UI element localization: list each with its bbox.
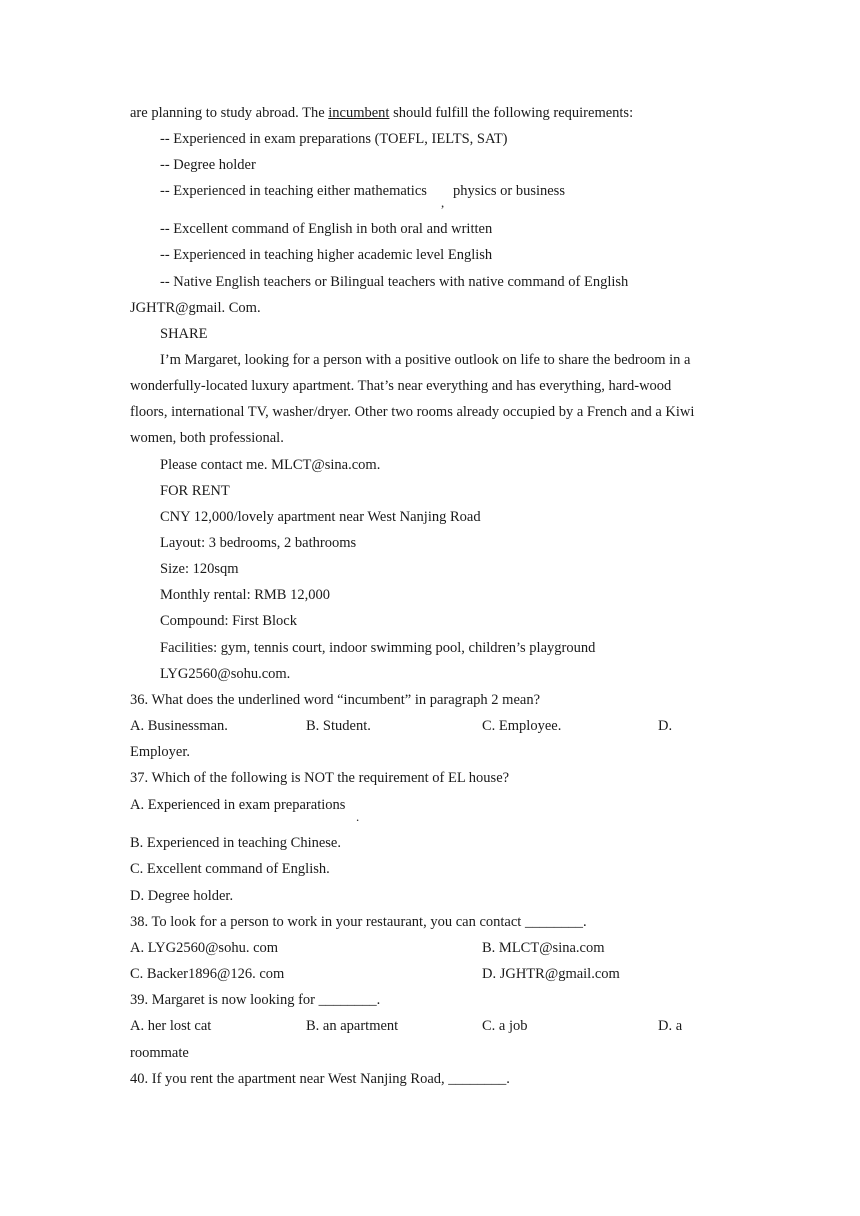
option-a-period: . [356, 809, 360, 824]
requirement-item: -- Experienced in teaching either mathematics [160, 183, 427, 199]
rent-line: Monthly rental: RMB 12,000 [160, 587, 330, 603]
rent-line: Layout: 3 bedrooms, 2 bathrooms [160, 535, 357, 551]
share-heading: SHARE [160, 326, 208, 342]
contact-email: JGHTR@gmail. Com. [130, 300, 261, 316]
option-d: D. Degree holder. [130, 888, 234, 904]
option-b: B. Student. [306, 718, 371, 734]
requirement-item: -- Experienced in teaching higher academic level English [160, 247, 493, 263]
question-stem: 36. What does the underlined word “incumbent” in paragraph 2 mean? [130, 692, 541, 708]
option-a: A. her lost cat [130, 1018, 212, 1034]
share-line: wonderfully-located luxury apartment. That’s near everything and has everything, hard-wood [130, 378, 672, 394]
share-line: women, both professional. [130, 430, 284, 446]
stray-comma: , [441, 195, 445, 210]
requirement-item: -- Experienced in exam preparations (TOEFL, IELTS, SAT) [160, 131, 508, 147]
rent-line: CNY 12,000/lovely apartment near West Nanjing Road [160, 509, 481, 525]
question-stem: 38. To look for a person to work in your restaurant, you can contact ________. [130, 914, 587, 930]
question-stem: 40. If you rent the apartment near West Nanjing Road, ________. [130, 1071, 510, 1087]
rent-heading: FOR RENT [160, 483, 230, 499]
option-d-cont: roommate [130, 1045, 189, 1061]
question-stem: 39. Margaret is now looking for ________. [130, 992, 381, 1008]
requirement-item: -- Degree holder [160, 157, 256, 173]
option-c: C. Excellent command of English. [130, 861, 330, 877]
option-d: D. a [658, 1018, 683, 1034]
intro-before: are planning to study abroad. The [130, 105, 329, 121]
option-c: C. a job [482, 1018, 528, 1034]
option-b: B. an apartment [306, 1018, 399, 1034]
option-d-cont: Employer. [130, 744, 191, 760]
option-a: A. Businessman. [130, 718, 228, 734]
requirement-item: -- Excellent command of English in both oral and written [160, 221, 493, 237]
share-line: floors, international TV, washer/dryer. Other two rooms already occupied by a French and a Kiwi [130, 404, 695, 420]
option-c: C. Employee. [482, 718, 562, 734]
intro-line [130, 104, 633, 122]
question-stem: 37. Which of the following is NOT the requirement of EL house? [130, 770, 510, 786]
rent-line: Size: 120sqm [160, 561, 239, 577]
underlined-word: incumbent [328, 105, 390, 121]
option-b: B. MLCT@sina.com [482, 940, 605, 956]
option-c: C. Backer1896@126. com [130, 966, 285, 982]
share-line: I’m Margaret, looking for a person with a positive outlook on life to share the bedroom in a [160, 352, 691, 368]
intro-after: should fulfill the following requirements: [389, 105, 634, 121]
option-d: D. JGHTR@gmail.com [482, 966, 620, 982]
option-a: A. Experienced in exam preparations [130, 797, 346, 813]
requirement-item: -- Native English teachers or Bilingual teachers with native command of English [160, 274, 629, 290]
option-a: A. LYG2560@sohu. com [130, 940, 279, 956]
rent-line: LYG2560@sohu.com. [160, 666, 291, 682]
option-b: B. Experienced in teaching Chinese. [130, 835, 341, 851]
requirement-item-cont: physics or business [453, 183, 565, 199]
option-d: D. [658, 718, 673, 734]
rent-line: Compound: First Block [160, 613, 297, 629]
share-contact: Please contact me. MLCT@sina.com. [160, 457, 381, 473]
rent-line: Facilities: gym, tennis court, indoor swimming pool, children’s playground [160, 640, 596, 656]
